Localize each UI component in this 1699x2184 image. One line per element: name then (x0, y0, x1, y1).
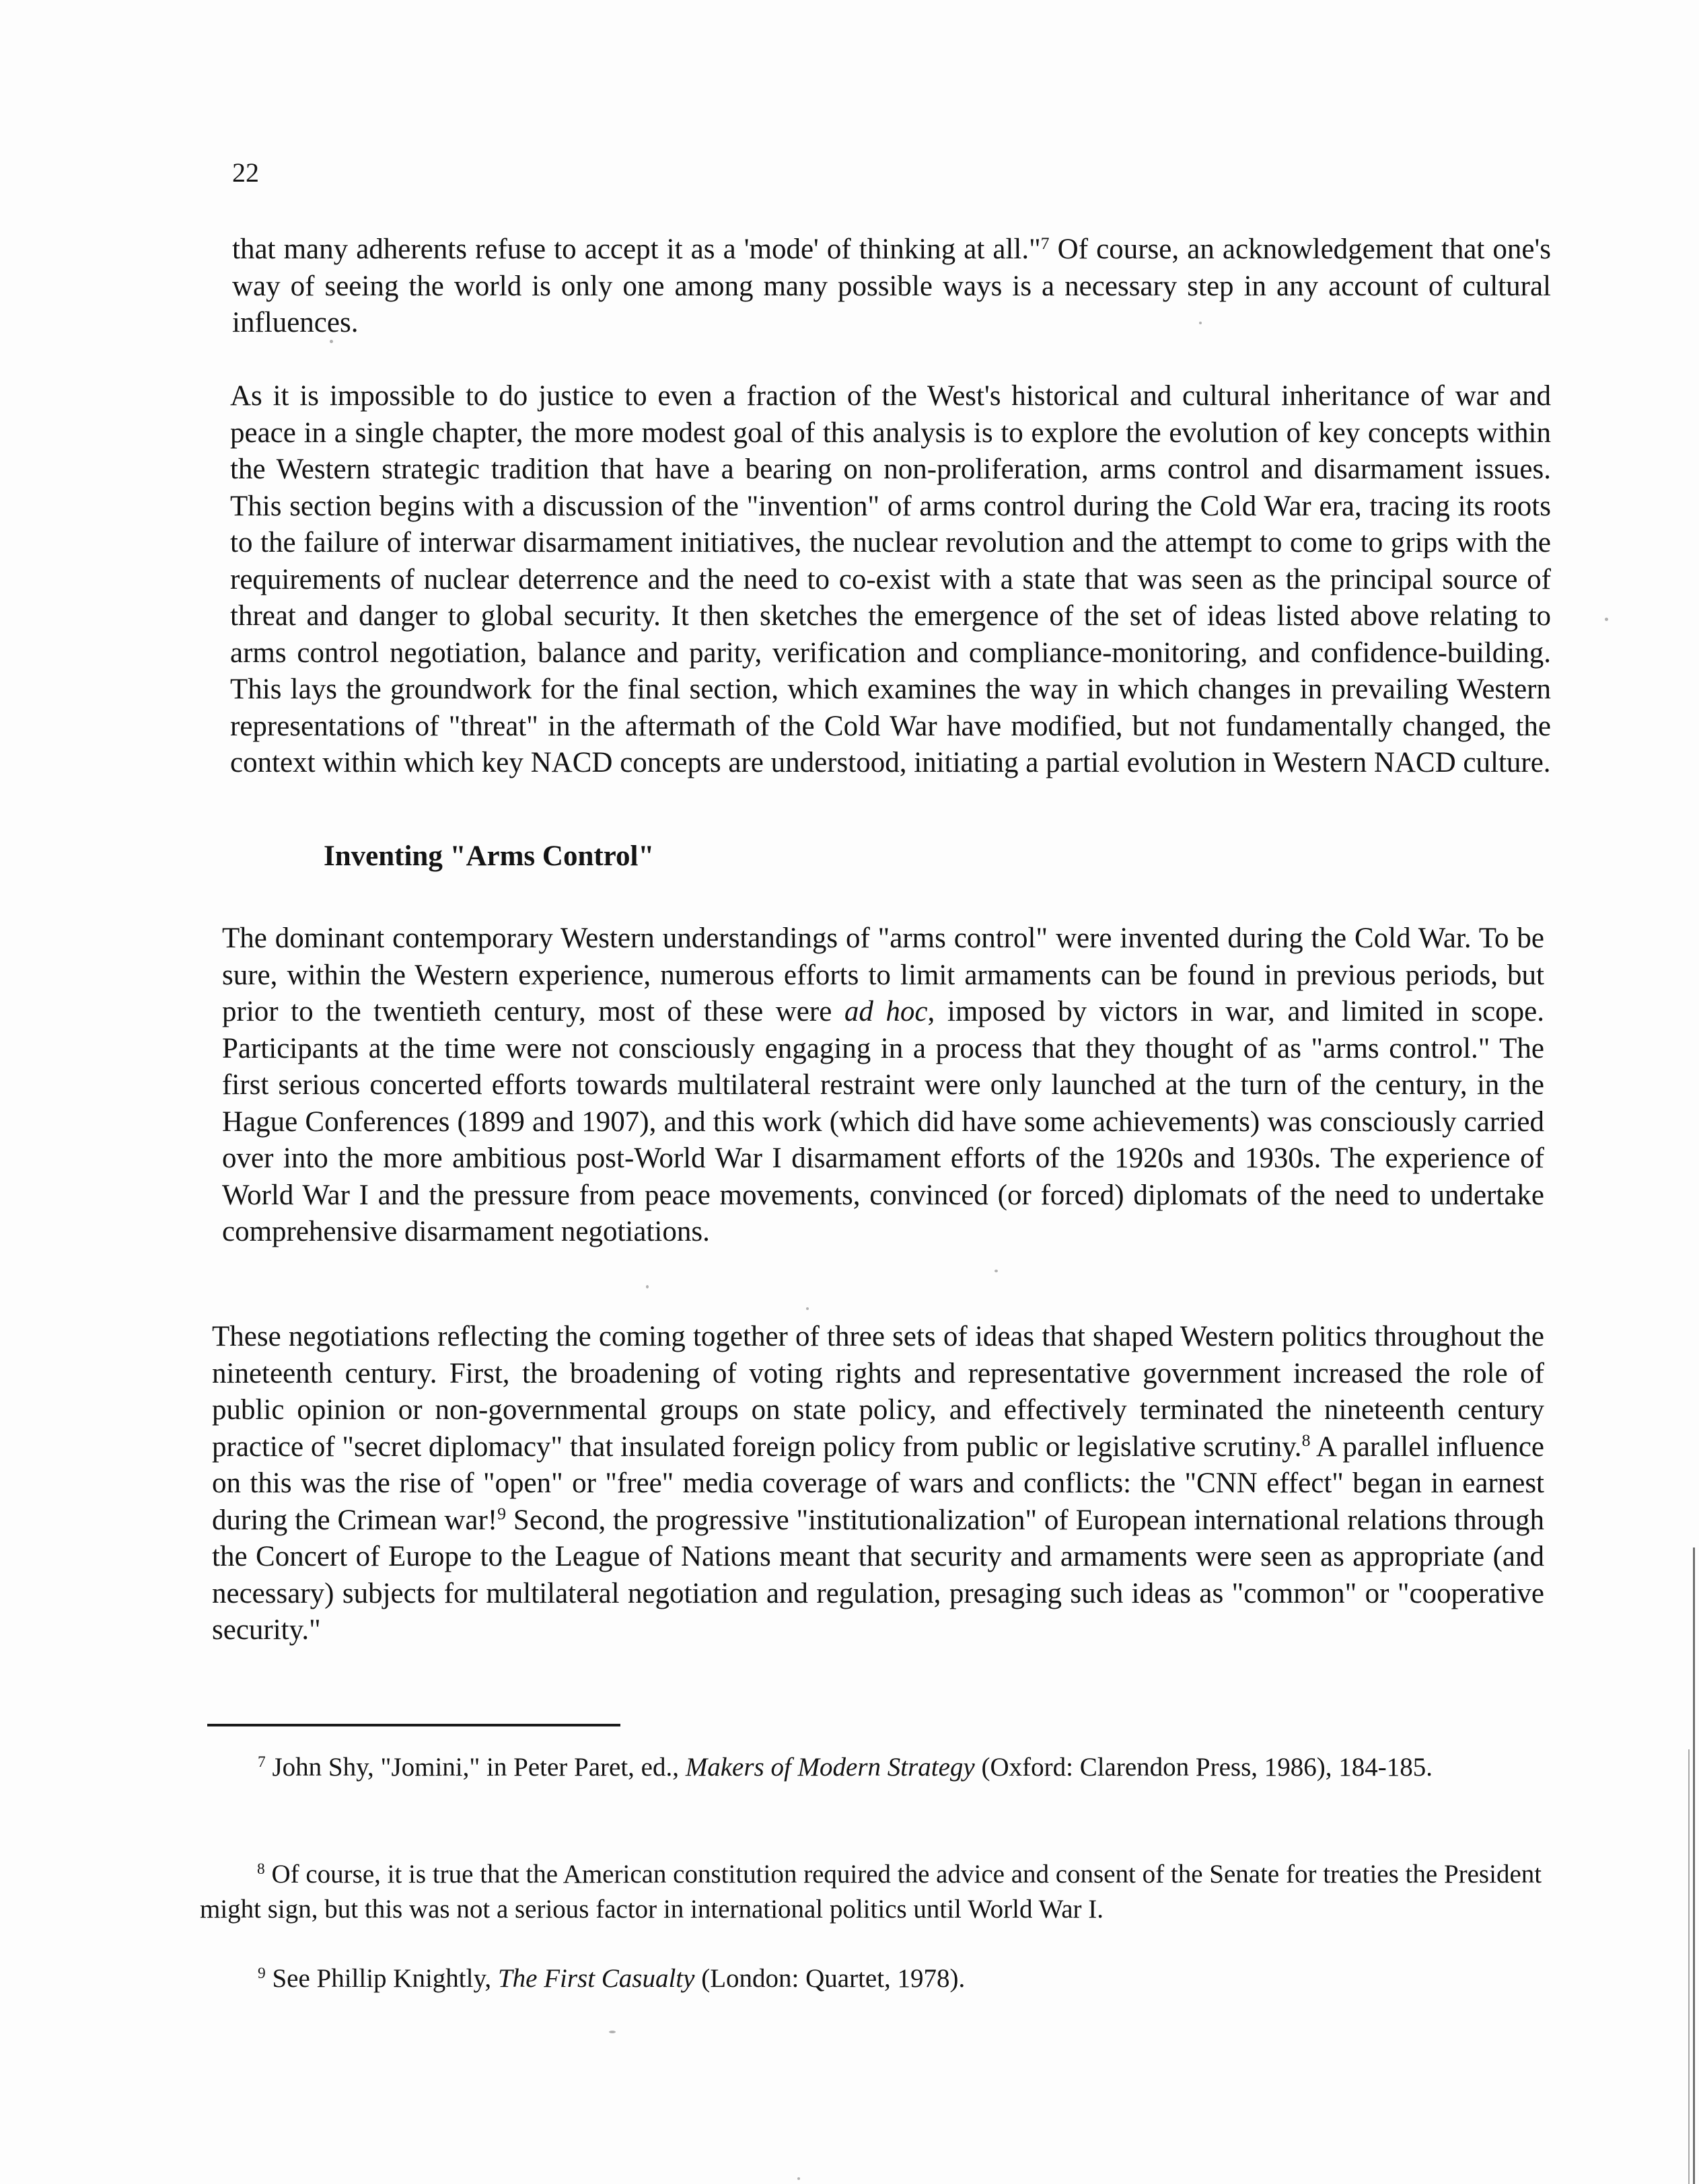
scan-speck (797, 2177, 800, 2180)
footnote-8 (200, 1857, 1552, 1927)
footnote-ref-9: 9 (497, 1504, 507, 1524)
paragraph-2: As it is impossible to do justice to even a fraction of the West's historical and cultural inheritance of war and peace in a single chapter, the more modest goal of this analysis is to explore the evolution of key concepts within the Western strategic tradition that have a bearing on non-proliferation, arms control and disarmament issues. This section begins with a discussion of the "invention" of arms control during the Cold War era, tracing its roots to the failure of interwar disarmament initiatives, the nuclear revolution and the attempt to come to grips with the requirements of nuclear deterrence and the need to co-exist with a state that was seen as the principal source of threat and danger to global security. It then sketches the emergence of the set of ideas listed above relating to arms control negotiation, balance and parity, verification and compliance-monitoring, and confidence-building. This lays the groundwork for the final section, which examines the way in which changes in prevailing Western representations of "threat" in the aftermath of the Cold War have modified, but not fundamentally changed, the context within which key NACD concepts are understood, initiating a partial evolution in Western NACD culture. (230, 380, 1551, 778)
paragraph-3-text-b: , imposed by victors in war, and limited in scope. Participants at the time were not consciously engaging in a process that they thought of as "arms control." The first serious concerted efforts towards multilateral restraint were only launched at the turn of the century, in the Hague Conferences (1899 and 1907), and this work (which did have some achievements) was consciously carried over into the more ambitious post-World War I disarmament efforts of the 1920s and 1930s. The experience of World War I and the pressure from peace movements, convinced (or forced) diplomats of the need to undertake comprehensive disarmament negotiations. (222, 996, 1545, 1247)
paragraph-1 (232, 231, 1551, 342)
scan-edge-line-secondary (1688, 1749, 1690, 2184)
scan-edge-line (1693, 1548, 1695, 2184)
footnote-9 (258, 1961, 1536, 1996)
scan-speck (1199, 322, 1202, 324)
paragraph-3-text-a: The dominant contemporary Western understandings of "arms control" were invented during the Cold War. To be sure, within the Western experience, numerous efforts to limit armaments can be found in previous periods, but prior to the twentieth century, most of these were (222, 922, 1544, 1027)
footnote-ref-8: 8 (1301, 1430, 1311, 1451)
footnote-7-text-b: (Oxford: Clarendon Press, 1986), 184-185. (974, 1753, 1433, 1782)
section-heading: Inventing "Arms Control" (324, 840, 655, 872)
paragraph-4-text-a: These negotiations reflecting the coming together of three sets of ideas that shaped Western politics throughout the nineteenth century. First, the broadening of voting rights and representative government increased the role of public opinion or non-governmental groups on state policy, and effectively terminated the nineteenth century practice of "secret diplomacy" that insulated foreign policy from public or legislative scrutiny. (212, 1321, 1544, 1463)
paragraph-1-text-b: Of course, an acknowledgement that one's way of seeing the world is only one among many possible ways is a necessary step in any account of cultural influences. (232, 233, 1551, 338)
paragraph-3-emphasis: ad hoc (844, 996, 928, 1027)
paragraph-4-text-c: Second, the progressive "institutionalization" of European international relations through the Concert of Europe to the League of Nations meant that security and armaments were seen as appropriate (and necessary) subjects for multilateral negotiation and regulation, presaging such ideas as "common" or "cooperative security." (212, 1504, 1545, 1646)
paragraph-4 (212, 1319, 1544, 1649)
scan-speck (995, 1270, 998, 1272)
scan-speck (1605, 618, 1608, 621)
scan-speck (609, 2031, 616, 2033)
footnote-ref-7: 7 (1040, 233, 1050, 253)
footnote-9-number: 9 (258, 1965, 266, 1983)
scan-speck (806, 1307, 809, 1310)
footnote-7-title: Makers of Modern Strategy (685, 1753, 975, 1782)
scan-speck (646, 1285, 649, 1288)
footnote-8-number: 8 (257, 1860, 265, 1879)
footnote-7-number: 7 (258, 1753, 266, 1772)
footnote-7-text-a: John Shy, "Jomini," in Peter Paret, ed., (265, 1753, 686, 1782)
footnote-separator (207, 1724, 620, 1726)
footnote-9-title: The First Casualty (497, 1964, 695, 1993)
footnote-8-text: Of course, it is true that the American constitution required the advice and consent of the Senate for treaties the President might sign, but this was not a serious factor in international politics until World War I. (200, 1860, 1542, 1924)
footnote-7 (204, 1750, 1543, 1785)
paragraph-4-text-b: A parallel influence on this was the rise of "open" or "free" media coverage of wars and conflicts: the "CNN effect" began in earnest during the Crimean war! (212, 1430, 1544, 1536)
footnote-9-text-b: (London: Quartet, 1978). (694, 1964, 966, 1993)
paragraph-1-text-a: that many adherents refuse to accept it as a 'mode' of thinking at all." (232, 233, 1041, 265)
scan-speck (330, 340, 333, 343)
paragraph-3 (222, 920, 1544, 1251)
page-number: 22 (232, 157, 259, 188)
footnote-9-text-a: See Phillip Knightly, (265, 1964, 498, 1993)
